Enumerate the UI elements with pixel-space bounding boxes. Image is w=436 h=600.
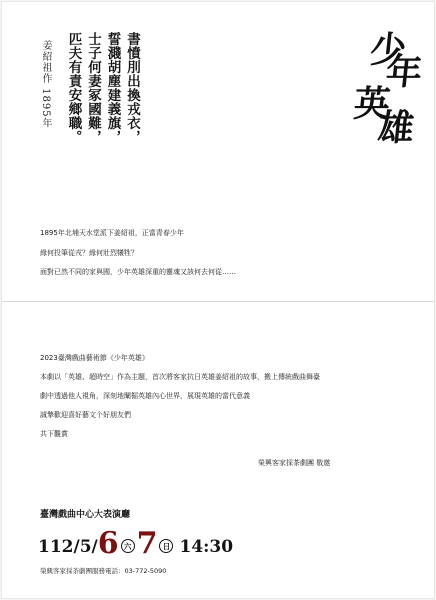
invitation-body — [40, 353, 320, 448]
poem-line-1: 書憤刖出換戎衣， — [124, 32, 140, 144]
fold-line — [2, 301, 434, 302]
poem-line-2: 誓濺胡塵建義旗， — [104, 32, 121, 144]
body-line-2: 本劇以「英雄、超時空」作為主題，首次將客家抗日英雄姜紹祖的故事，搬上傳統戲曲舞臺 — [40, 373, 320, 382]
body-line-1: 2023臺灣戲曲藝術節《少年英雄》 — [40, 354, 149, 362]
invitation-card — [2, 2, 434, 598]
venue: 臺灣戲曲中心大表演廳 — [40, 510, 131, 520]
body-line-4: 誠摯歡迎喜好藝文个好朋友們 — [40, 411, 131, 420]
intro-text — [40, 228, 236, 287]
title-char-2: 年 — [383, 51, 425, 93]
calligraphy-poem — [66, 32, 138, 162]
weekday-1-badge: 六 — [121, 539, 135, 553]
poem-line-4: 匹夫有責安鄉職。 — [65, 32, 82, 144]
date-year-month: 112/5/ — [38, 537, 98, 557]
date-day-1: 6 — [97, 526, 119, 561]
intro-line-3: 面對已然不同的家與國，少年英雄深重的靈魂又該何去何從…… — [40, 268, 236, 277]
poem-author: 姜紹祖作 1895年 — [40, 40, 51, 129]
body-line-3: 劇中透過他人視角，深刻地闡掘英雄內心世界，展現英雄的當代意義 — [40, 392, 250, 401]
signature: 榮興客家採茶劇團 敬邀 — [258, 459, 331, 467]
weekday-2-badge: 日 — [159, 539, 173, 553]
title-char-1: 少 — [367, 29, 409, 71]
date-day-2: 7 — [136, 526, 158, 561]
intro-line-1: 1895年北埔天水堂派下姜紹祖，正當青春少年 — [40, 229, 184, 237]
performance-date — [38, 525, 233, 559]
intro-line-2: 緣何投筆從戎？緣何壯烈犧牲？ — [40, 248, 138, 257]
body-line-5: 共下觀賞 — [40, 430, 68, 439]
title-char-3: 英 — [351, 83, 393, 125]
contact-phone: 榮興客家採茶劇團服務電話：03-772-5090 — [40, 567, 167, 575]
title-char-4: 雄 — [375, 107, 417, 149]
poem-line-3: 士子何妻冢國難， — [85, 32, 101, 144]
show-time: 14:30 — [179, 537, 234, 557]
